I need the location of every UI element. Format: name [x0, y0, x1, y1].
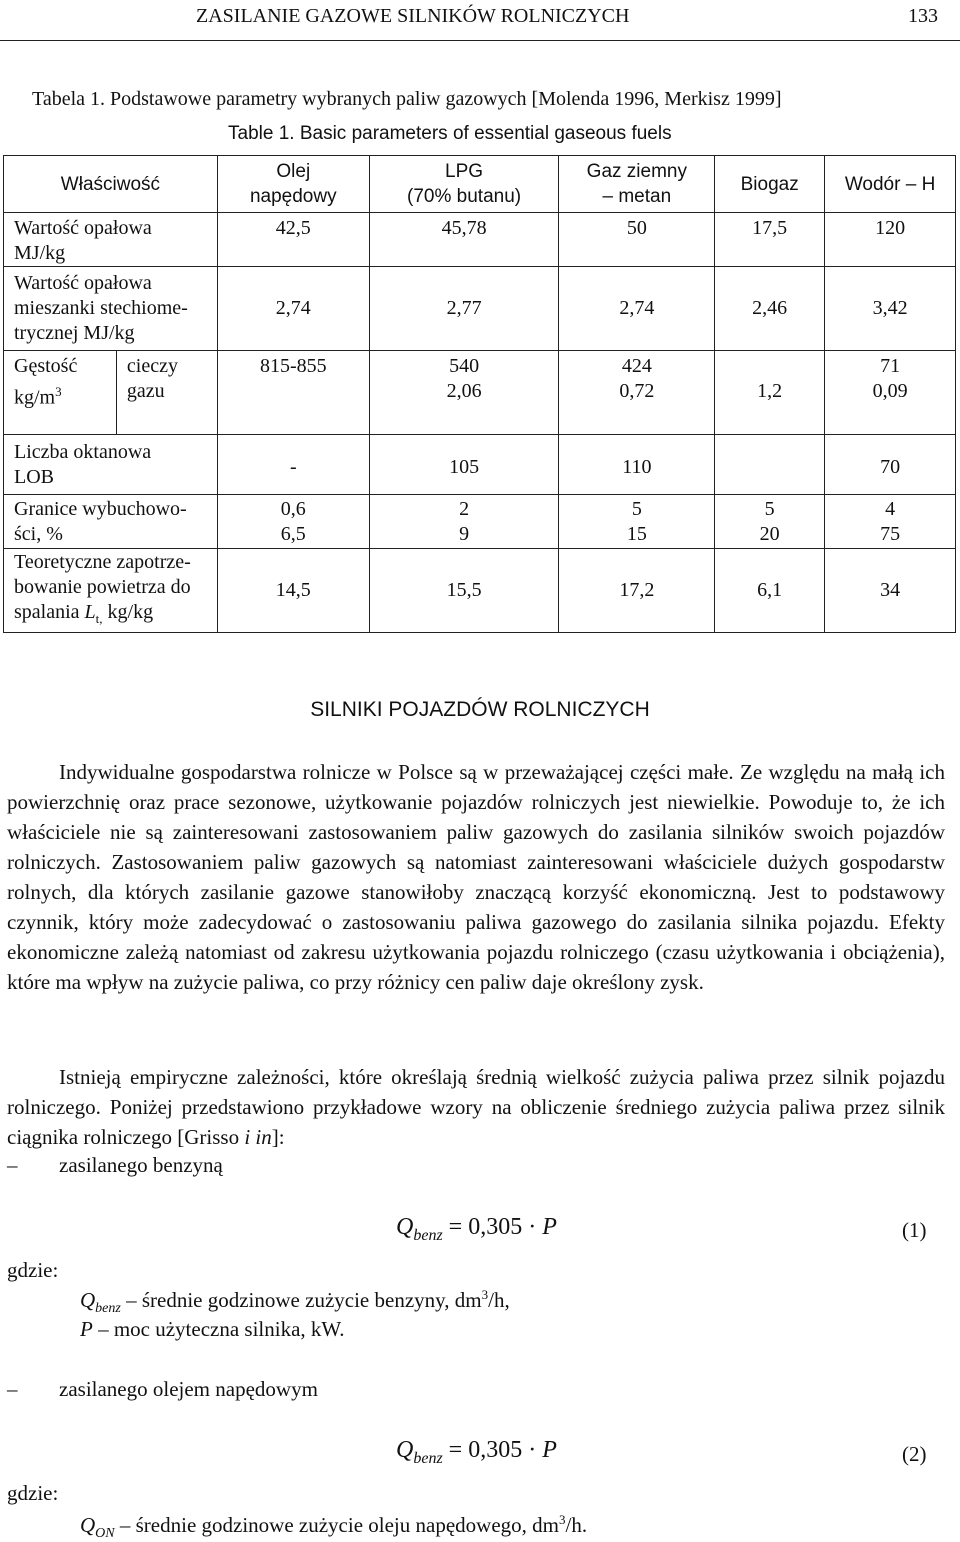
value-upper: 75	[880, 522, 901, 545]
row-label-line: MJ/kg	[14, 242, 66, 264]
def-tail: /h.	[565, 1513, 588, 1537]
equation-number-2: (2)	[902, 1442, 927, 1466]
page-number: 133	[908, 5, 938, 27]
value-liquid: 424	[621, 355, 652, 377]
dash-bullet: –	[7, 1377, 18, 1401]
value-gas: 0,72	[619, 380, 655, 402]
formula-subscript: benz	[413, 1226, 443, 1244]
cell-value	[715, 495, 825, 549]
list-item-petrol	[7, 1153, 223, 1178]
cell-value	[217, 495, 369, 549]
formula-1	[396, 1214, 557, 1245]
table-caption-pl: Tabela 1. Podstawowe parametry wybranych paliw gazowych [Molenda 1996, Merkisz 1999]	[32, 88, 782, 110]
cell-value: 17,2	[559, 549, 715, 633]
unit-superscript: 3	[55, 384, 62, 399]
formula-subscript: benz	[413, 1449, 443, 1467]
value-gas: 1,2	[757, 380, 783, 402]
def-superscript: 3	[558, 1512, 566, 1527]
fuel-parameters-table	[3, 155, 956, 633]
cell-value: -	[217, 435, 369, 495]
value-gas: 2,06	[446, 380, 482, 402]
row-label	[4, 213, 218, 267]
where-label-2: gdzie:	[7, 1481, 59, 1505]
cell-value	[369, 351, 559, 435]
cell-value	[217, 351, 369, 435]
value-lower: 4	[885, 497, 896, 520]
table-header-row	[4, 156, 956, 213]
cell-value: 120	[825, 213, 956, 267]
formula-expression: = 0,305 ·	[442, 1437, 543, 1463]
formula-symbol-p: P	[542, 1437, 557, 1463]
cell-value: 2,46	[715, 267, 825, 351]
def-subscript: benz	[95, 1301, 121, 1317]
row-label-line: Liczba oktanowa	[14, 441, 152, 463]
value-liquid: 815-855	[259, 355, 327, 377]
row-label-line: Gęstość	[14, 355, 78, 377]
table-row	[4, 549, 956, 633]
def-text: – średnie godzinowe zużycie oleju napędowego, dm	[114, 1513, 559, 1537]
sublabel-gas: gazu	[126, 380, 165, 402]
cell-value: 42,5	[217, 213, 369, 267]
row-label-line: Wartość opałowa	[14, 272, 152, 294]
value-gas	[218, 379, 369, 404]
cell-value: 2,77	[369, 267, 559, 351]
definition-p	[80, 1317, 345, 1342]
paragraph-2	[7, 1062, 945, 1152]
row-label-line: Granice wybuchowo-	[14, 497, 187, 520]
dash-bullet: –	[7, 1153, 18, 1177]
header-hydrogen: Wodór – H	[825, 156, 956, 213]
paragraph-2-tail: ]:	[271, 1125, 285, 1149]
row-label-line: Teoretyczne zapotrze-	[14, 551, 191, 573]
def-symbol: P	[80, 1317, 93, 1341]
header-oil-line2: napędowy	[249, 186, 337, 207]
table-row	[4, 267, 956, 351]
def-symbol: Q	[80, 1288, 96, 1312]
row-label-line: Wartość opałowa	[14, 217, 152, 239]
header-biogas: Biogaz	[715, 156, 825, 213]
value-lower: 5	[764, 497, 775, 520]
unit-text: kg/m	[14, 386, 56, 409]
cell-value: 2,74	[559, 267, 715, 351]
row-label	[4, 549, 218, 633]
row-label-line: trycznej MJ/kg	[14, 322, 135, 344]
row-label-line	[14, 600, 217, 631]
cell-value: 14,5	[217, 549, 369, 633]
definition-q-benz	[80, 1287, 510, 1317]
header-gas-line2: – metan	[602, 186, 672, 207]
paragraph-2-text: Istnieją empiryczne zależności, które określają średnią wielkość zużycia paliwa przez silnik pojazdu rolniczego. Poniżej przedstawiono przykładowe wzory na obliczenie średniego zużycia paliwa przez silnik ciągnika rolniczego [Grisso	[7, 1065, 945, 1149]
citation-et-al: i in	[244, 1125, 272, 1149]
list-item-text: zasilanego benzyną	[59, 1153, 223, 1177]
value-lower: 0,6	[280, 497, 306, 520]
value-upper: 9	[459, 522, 470, 545]
row-label-line: ści, %	[14, 522, 63, 545]
cell-value	[369, 495, 559, 549]
value-lower: 2	[459, 497, 470, 520]
header-property: Właściwość	[4, 156, 218, 213]
row-label	[4, 351, 117, 435]
symbol-L: L	[84, 601, 96, 623]
equation-number-1: (1)	[902, 1218, 927, 1242]
value-lower: 5	[631, 497, 642, 520]
row-label-line	[14, 379, 116, 411]
header-lpg-line2: (70% butanu)	[407, 186, 522, 207]
row-label	[4, 435, 218, 495]
value-liquid: 540	[449, 355, 480, 377]
label-text: spalania	[14, 601, 85, 623]
formula-2	[396, 1437, 557, 1468]
cell-value: 50	[559, 213, 715, 267]
cell-value: 2,74	[217, 267, 369, 351]
sublabel-liquid: cieczy	[126, 355, 178, 377]
section-title: SILNIKI POJAZDÓW ROLNICZYCH	[310, 698, 650, 721]
formula-expression: = 0,305 ·	[442, 1214, 543, 1240]
cell-value	[559, 351, 715, 435]
def-text: – moc użyteczna silnika, kW.	[92, 1317, 345, 1341]
unit-text: kg/kg	[102, 601, 154, 623]
header-lpg	[369, 156, 559, 213]
table-caption-en: Table 1. Basic parameters of essential gaseous fuels	[228, 123, 672, 144]
formula-symbol-q: Q	[396, 1437, 414, 1463]
row-label-line: LOB	[14, 466, 54, 488]
cell-value	[559, 495, 715, 549]
list-item-text: zasilanego olejem napędowym	[59, 1377, 318, 1401]
row-label	[4, 267, 218, 351]
cell-value	[825, 495, 956, 549]
header-natural-gas	[559, 156, 715, 213]
cell-value	[825, 351, 956, 435]
where-label-1: gdzie:	[7, 1258, 59, 1282]
header-gas-line1: Gaz ziemny	[586, 161, 687, 182]
cell-value	[715, 351, 825, 435]
table-row	[4, 351, 956, 435]
running-head-title: ZASILANIE GAZOWE SILNIKÓW ROLNICZYCH	[196, 5, 630, 27]
def-tail: /h,	[488, 1288, 510, 1312]
value-upper: 6,5	[280, 522, 306, 545]
header-oil	[217, 156, 369, 213]
row-label-line: mieszanki stechiome-	[14, 297, 188, 319]
running-head	[0, 0, 960, 41]
paragraph-1: Indywidualne gospodarstwa rolnicze w Polsce są w przeważającej części małe. Ze względu na małą ich powierzchnię oraz prace sezonowe, użytkowanie pojazdów rolniczych jest niewielkie. Powoduje to, że ich właściciele nie są zainteresowani zastosowaniem paliw gazowych do zasilania silników swoich pojazdów rolniczych. Zastosowaniem paliw gazowych są natomiast zainteresowani właściciele dużych gospodarstw rolnych, dla których zasilanie gazowe stanowiłoby znaczącą korzyść ekonomiczną. Jest to podstawowy czynnik, który może zadecydować o zastosowaniu paliwa gazowego do zasilania silnika pojazdu. Efekty ekonomiczne zależą natomiast od zakresu użytkowania pojazdu rolniczego (czasu użytkowania i obciążenia), które ma wpływ na zużycie paliwa, co przy różnicy cen paliw daje określony zysk.	[7, 760, 945, 994]
cell-value: 34	[825, 549, 956, 633]
table-row	[4, 495, 956, 549]
def-text: – średnie godzinowe zużycie benzyny, dm	[120, 1288, 482, 1312]
cell-value: 15,5	[369, 549, 559, 633]
header-oil-line1: Olej	[276, 161, 311, 182]
value-gas: 0,09	[872, 380, 908, 402]
value-liquid	[715, 354, 824, 379]
symbol-subscript: t,	[95, 611, 103, 626]
def-superscript: 3	[481, 1287, 489, 1302]
list-item-diesel	[7, 1377, 318, 1402]
value-upper: 15	[626, 522, 647, 545]
row-label	[4, 495, 218, 549]
cell-value: 6,1	[715, 549, 825, 633]
cell-value: 105	[369, 435, 559, 495]
def-symbol: Q	[80, 1513, 96, 1537]
row-label-line: bowanie powietrza do	[14, 576, 191, 598]
table-row	[4, 213, 956, 267]
value-liquid: 71	[880, 355, 901, 377]
cell-value: 3,42	[825, 267, 956, 351]
row-sublabel	[116, 351, 217, 435]
cell-value: 45,78	[369, 213, 559, 267]
cell-value: 17,5	[715, 213, 825, 267]
value-upper: 20	[759, 522, 780, 545]
cell-value: 110	[559, 435, 715, 495]
formula-symbol-p: P	[542, 1214, 557, 1240]
cell-value	[715, 435, 825, 495]
header-lpg-line1: LPG	[445, 161, 484, 182]
def-subscript: ON	[95, 1526, 115, 1542]
cell-value: 70	[825, 435, 956, 495]
definition-q-on	[80, 1512, 587, 1542]
formula-symbol-q: Q	[396, 1214, 414, 1240]
table-row	[4, 435, 956, 495]
